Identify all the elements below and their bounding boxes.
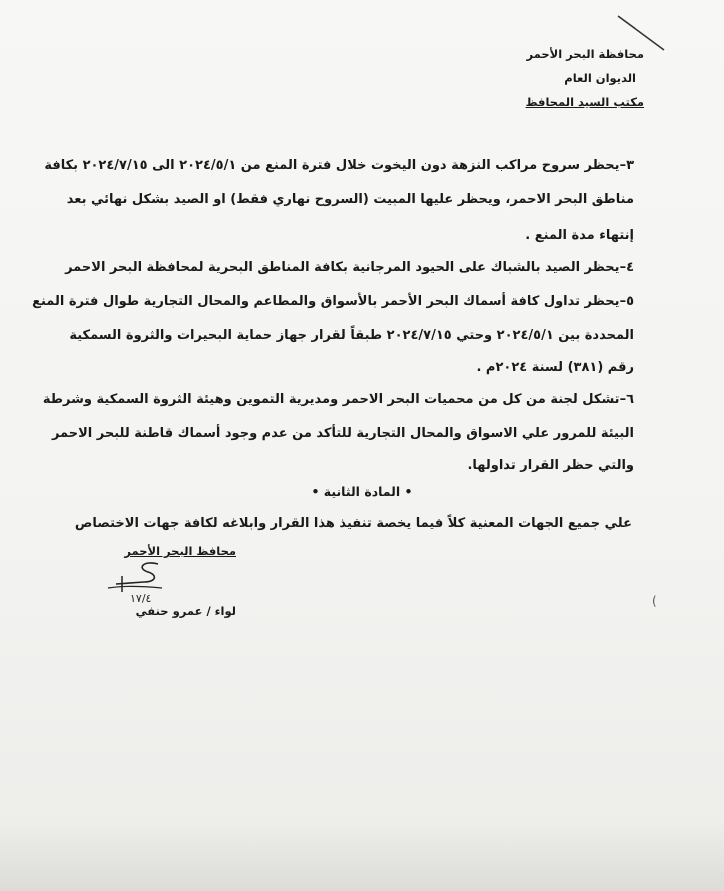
letterhead: [444, 42, 644, 114]
item-3-line-2: مناطق البحر الاحمر، ويحظر عليها المبيت (السروح نهاري فقط) او الصيد بشكل نهائي بعد: [66, 192, 634, 207]
signatory-title: محافظ البحر الأحمر: [124, 544, 236, 558]
article-two-title: • المادة الثانية •: [311, 484, 413, 499]
item-4-line-1: ٤–يحظر الصيد بالشباك على الحيود المرجانية بكافة المناطق البحرية لمحافظة البحر الاحمر: [65, 260, 634, 275]
item-3-line-1: ٣–يحظر سروح مراكب النزهة دون اليخوت خلال فترة المنع من ٢٠٢٤/٥/١ الى ٢٠٢٤/٧/١٥ بكافة: [44, 158, 634, 173]
handwritten-signature: [100, 558, 170, 604]
closing-statement: علي جميع الجهات المعنية كلاً فيما يخصة تنفيذ هذا القرار وابلاغه لكافة جهات الاختصاص: [74, 516, 632, 531]
page-fold-shadow: [0, 822, 724, 891]
item-3-line-3: إنتهاء مدة المنع .: [525, 228, 634, 243]
item-5-line-1: ٥–يحظر تداول كافة أسماك البحر الأحمر بالأسواق والمطاعم والمحال التجارية طوال فترة المنع: [32, 294, 634, 309]
general-office: الديوان العام: [564, 71, 636, 85]
signature-date: ١٧/٤: [130, 592, 152, 605]
item-5-number: ٥–: [619, 294, 634, 309]
margin-mark: (: [652, 594, 657, 608]
item-5-line-2: المحددة بين ٢٠٢٤/٥/١ وحتي ٢٠٢٤/٧/١٥ طبقاً لقرار جهاز حماية البحيرات والثروة السمكية: [69, 328, 634, 343]
item-4-number: ٤–: [619, 260, 634, 275]
governorate-name: محافظة البحر الأحمر: [526, 47, 644, 61]
signatory-name: لواء / عمرو حنفي: [135, 604, 236, 618]
item-3-number: ٣–: [619, 158, 634, 173]
item-6-line-2: البيئة للمرور علي الاسواق والمحال التجارية للتأكد من عدم وجود أسماك قاطنة للبحر الاحمر: [51, 426, 634, 441]
item-6-line-3: والتي حظر القرار تداولها.: [467, 458, 634, 473]
governor-office: مكتب السيد المحافظ: [525, 95, 644, 109]
item-6-number: ٦–: [619, 392, 634, 407]
item-6-line-1: ٦–تشكل لجنة من كل من محميات البحر الاحمر ومديرية التموين وهيئة الثروة السمكية وشرطة: [42, 392, 634, 407]
item-5-line-3: رقم (٣٨١) لسنة ٢٠٢٤م .: [476, 360, 634, 375]
